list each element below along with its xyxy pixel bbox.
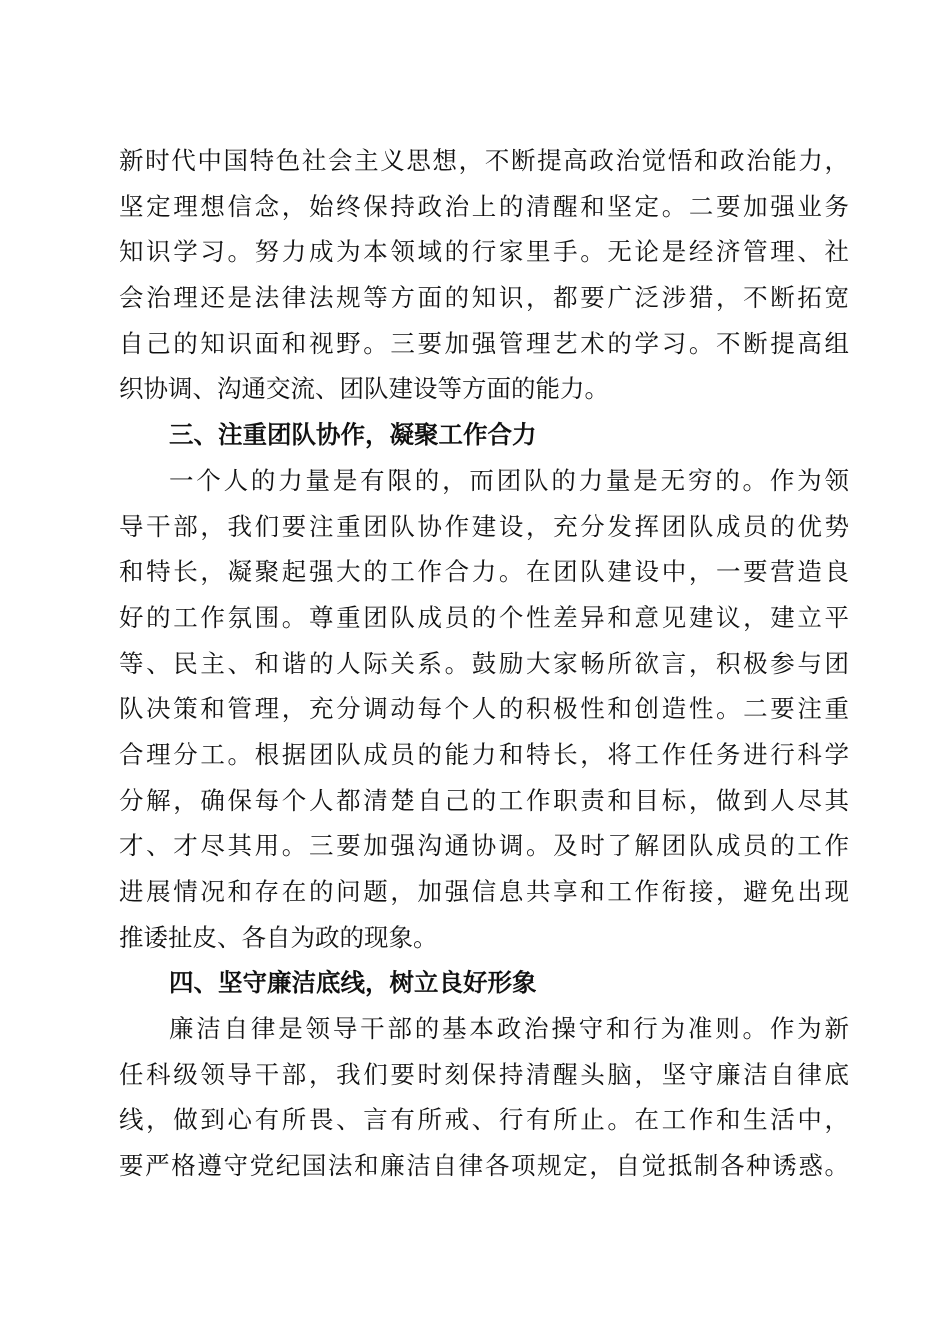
- text-line: 一个人的力量是有限的，而团队的力量是无穷的。作为领: [169, 465, 849, 495]
- text-line: 廉洁自律是领导干部的基本政治操守和行为准则。作为新: [169, 1014, 849, 1044]
- section-heading: 四、坚守廉洁底线，树立良好形象: [169, 968, 537, 998]
- section-integrity: [119, 960, 849, 1188]
- text-line: 才、才尽其用。三要加强沟通协调。及时了解团队成员的工作: [119, 831, 849, 861]
- text-line: 好的工作氛围。尊重团队成员的个性差异和意见建议，建立平: [119, 602, 849, 632]
- text-line: 知识学习。努力成为本领域的行家里手。无论是经济管理、社: [119, 237, 849, 267]
- section-heading: 三、注重团队协作，凝聚工作合力: [169, 420, 537, 450]
- section-teamwork: [119, 412, 849, 960]
- text-line: 织协调、沟通交流、团队建设等方面的能力。: [119, 374, 609, 404]
- text-line: 坚定理想信念，始终保持政治上的清醒和坚定。二要加强业务: [119, 191, 849, 221]
- text-line: 和特长，凝聚起强大的工作合力。在团队建设中，一要营造良: [119, 557, 849, 587]
- text-line: 等、民主、和谐的人际关系。鼓励大家畅所欲言，积极参与团: [119, 648, 849, 678]
- text-line: 任科级领导干部，我们要时刻保持清醒头脑，坚守廉洁自律底: [119, 1059, 849, 1089]
- text-line: 合理分工。根据团队成员的能力和特长，将工作任务进行科学: [119, 739, 849, 769]
- text-line: 自己的知识面和视野。三要加强管理艺术的学习。不断提高组: [119, 328, 849, 358]
- text-line: 新时代中国特色社会主义思想，不断提高政治觉悟和政治能力，: [119, 146, 849, 175]
- paragraph-continuation: [119, 138, 849, 412]
- text-line: 要严格遵守党纪国法和廉洁自律各项规定，自觉抵制各种诱惑。: [119, 1151, 849, 1181]
- text-line: 进展情况和存在的问题，加强信息共享和工作衔接，避免出现: [119, 877, 849, 906]
- document-body: [119, 138, 849, 1189]
- text-line: 分解，确保每个人都清楚自己的工作职责和目标，做到人尽其: [119, 785, 849, 815]
- text-line: 会治理还是法律法规等方面的知识，都要广泛涉猎，不断拓宽: [119, 283, 849, 313]
- text-line: 线，做到心有所畏、言有所戒、行有所止。在工作和生活中，: [119, 1105, 849, 1135]
- text-line: 队决策和管理，充分调动每个人的积极性和创造性。二要注重: [119, 694, 849, 724]
- text-line: 推诿扯皮、各自为政的现象。: [119, 922, 438, 952]
- text-line: 导干部，我们要注重团队协作建设，充分发挥团队成员的优势: [119, 511, 849, 541]
